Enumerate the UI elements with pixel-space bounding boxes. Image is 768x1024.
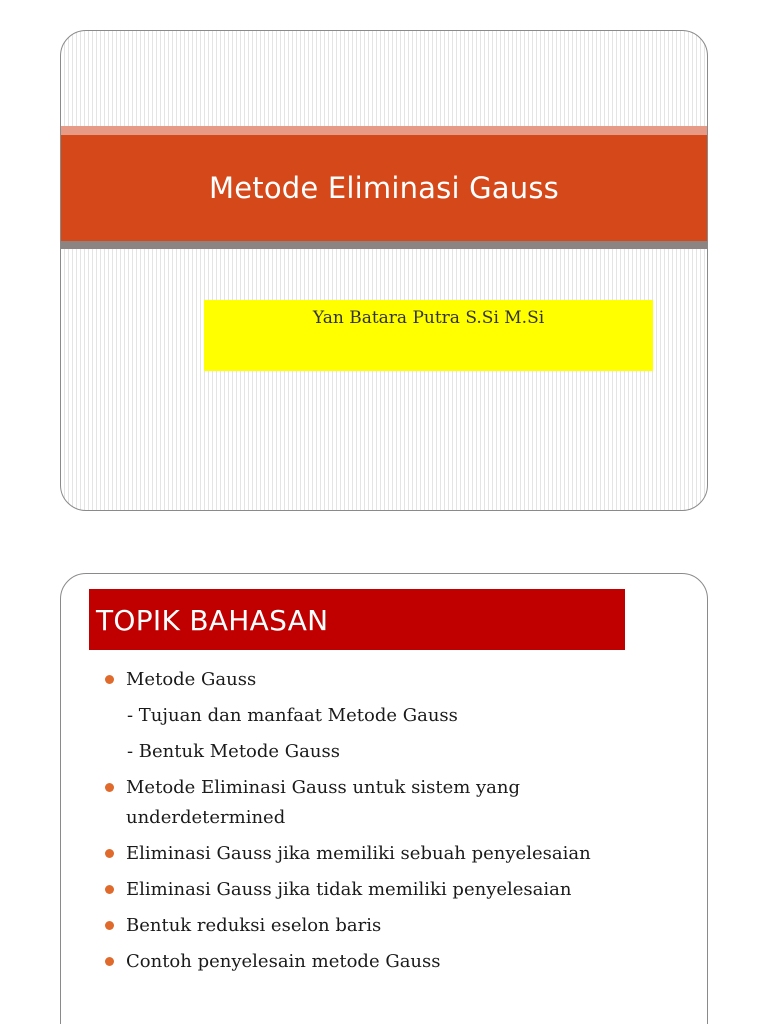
bullet-icon <box>105 921 114 930</box>
topics-list <box>105 665 685 983</box>
list-subitem <box>105 737 685 767</box>
bullet-icon <box>105 783 114 792</box>
list-subitem <box>105 701 685 731</box>
author-name: Yan Batara Putra S.Si M.Si <box>312 308 545 328</box>
title-slide <box>60 30 708 511</box>
bullet-icon <box>105 885 114 894</box>
list-item <box>105 911 685 941</box>
list-item-text: - Bentuk Metode Gauss <box>127 741 340 762</box>
topics-slide <box>60 573 708 1024</box>
list-item-text: Metode Gauss <box>126 669 257 690</box>
bullet-icon <box>105 957 114 966</box>
slide-title: Metode Eliminasi Gauss <box>209 171 559 205</box>
list-item-text: Eliminasi Gauss jika memiliki sebuah penyelesaian <box>126 843 591 864</box>
list-item <box>105 875 685 905</box>
bullet-icon <box>105 675 114 684</box>
author-highlight-box <box>204 300 653 371</box>
list-item-text: Eliminasi Gauss jika tidak memiliki penyelesaian <box>126 879 572 900</box>
list-item <box>105 839 685 869</box>
list-item <box>105 773 685 833</box>
list-item-text-continued: underdetermined <box>126 807 286 828</box>
topics-heading-box <box>89 589 625 650</box>
list-item-text: Contoh penyelesain metode Gauss <box>126 951 441 972</box>
topics-heading: TOPIK BAHASAN <box>96 604 329 637</box>
title-band-top-stripe <box>61 126 707 135</box>
bullet-icon <box>105 849 114 858</box>
list-item-text: Bentuk reduksi eselon baris <box>126 915 382 936</box>
list-item-text: - Tujuan dan manfaat Metode Gauss <box>127 705 458 726</box>
list-item-text: Metode Eliminasi Gauss untuk sistem yang <box>126 777 521 798</box>
list-item <box>105 947 685 977</box>
title-band-bottom-stripe <box>61 241 707 249</box>
list-item <box>105 665 685 695</box>
